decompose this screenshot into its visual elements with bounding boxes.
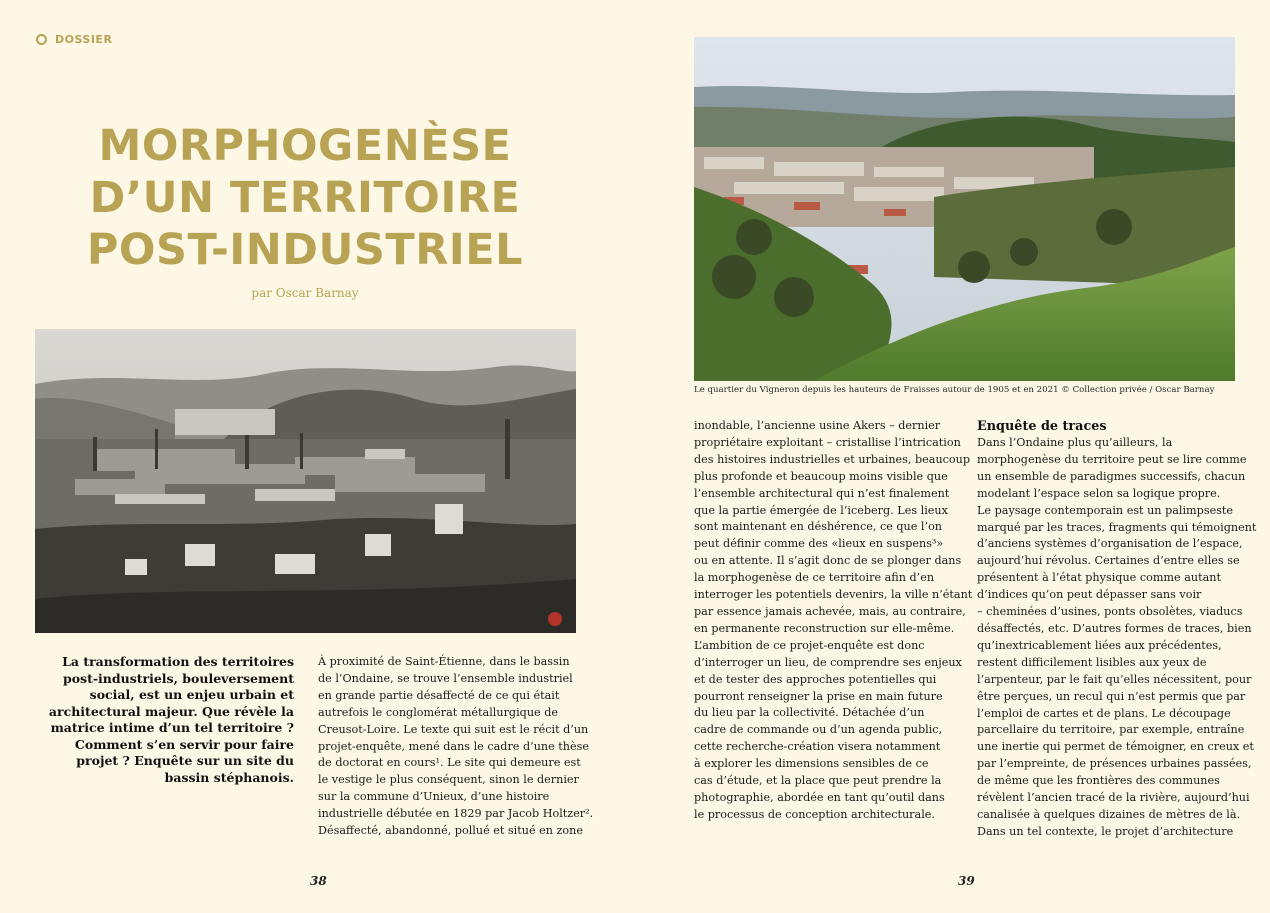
text-line: Dans un tel contexte, le projet d’architecture	[977, 824, 1234, 838]
historic-photo	[35, 329, 576, 633]
text-line: interroger les potentiels devenirs, la ville n’étant	[694, 588, 973, 602]
text-line: cette recherche-création visera notamment	[694, 740, 941, 754]
text-line: cadre de commande ou d’un agenda public,	[694, 723, 943, 737]
text-line: d’interroger un lieu, de comprendre ses enjeux	[694, 655, 962, 669]
text-line: Désaffecté, abandonné, pollué et situé en zone	[318, 824, 583, 838]
text-line: peut définir comme des «lieux en suspens³»	[694, 537, 944, 551]
text-line: révèlent l’ancien tracé de la rivière, aujourd’hui	[977, 791, 1250, 805]
column-1	[318, 654, 593, 840]
text-line: propriétaire exploitant – cristallise l’intrication	[694, 435, 961, 449]
text-line: l’ensemble architectural qui n’est finalement	[694, 486, 950, 500]
section-heading: Enquête de traces	[977, 419, 1107, 434]
text-line: le vestige le plus conséquent, sinon le dernier	[318, 773, 579, 787]
text-line: modelant l’espace selon sa logique propre.	[977, 486, 1221, 500]
text-line: inondable, l’ancienne usine Akers – dernier	[694, 419, 941, 432]
text-line: des histoires industrielles et urbaines, beaucoup	[694, 452, 971, 466]
title-line: MORPHOGENÈSE	[98, 121, 512, 171]
text-line: un ensemble de paradigmes successifs, chacun	[977, 469, 1246, 483]
text-line: projet-enquête, mené dans le cadre d’une thèse	[318, 739, 589, 753]
byline: par Oscar Barnay	[251, 286, 359, 300]
modern-photo-image	[694, 37, 1235, 381]
text-line: et de tester des approches potentielles qui	[694, 672, 937, 686]
text-line: l’emploi de cartes et de plans. Le découpage	[977, 706, 1231, 720]
text-line: du lieu par la collectivité. Détachée d’un	[694, 706, 925, 720]
text-line: sur la commune d’Unieux, d’une histoire	[318, 790, 550, 804]
text-line: d’anciens systèmes d’organisation de l’espace,	[977, 537, 1243, 551]
text-line: – cheminées d’usines, ponts obsolètes, viaducs	[977, 605, 1243, 619]
text-line: cas d’étude, et la place que peut prendre la	[694, 774, 942, 788]
title-line: D’UN TERRITOIRE	[89, 173, 521, 223]
text-line: le processus de conception architecturale.	[694, 807, 935, 821]
text-line: restent difficilement lisibles aux yeux de	[977, 655, 1207, 669]
lede: La transformation des territoires post-industriels, bouleversement social, est un enjeu urbain et architectural majeur. Que révèle la matrice intime d’un tel territoire ? Comment s’en servir pour faire projet ? Enquête sur un site du bassin stéphanois.	[48, 654, 294, 785]
text-line: industrielle débutée en 1829 par Jacob Holtzer².	[318, 807, 594, 821]
text-line: aujourd’hui révolus. Certaines d’entre elles se	[977, 554, 1240, 568]
section-label: DOSSIER	[55, 33, 113, 46]
text-line: une inertie qui permet de témoigner, en creux et	[977, 740, 1254, 754]
column-2	[694, 418, 972, 824]
text-line: L’ambition de ce projet-enquête est donc	[694, 638, 925, 652]
text-line: parcellaire du territoire, par exemple, entraîne	[977, 723, 1245, 737]
section-tag	[36, 33, 112, 46]
text-line: morphogenèse du territoire peut se lire comme	[977, 452, 1247, 466]
historic-photo-image	[35, 329, 576, 633]
title-line: POST-INDUSTRIEL	[86, 225, 524, 275]
text-line: l’arpenteur, par le fait qu’elles nécessitent, pour	[977, 672, 1252, 686]
page-number-left: 38	[310, 874, 327, 888]
modern-photo	[694, 37, 1235, 381]
text-line: autrefois le conglomérat métallurgique de	[318, 705, 558, 719]
text-line: en grande partie désaffecté de ce qui était	[318, 688, 560, 702]
circle-bullet-icon	[36, 34, 47, 45]
text-line: marqué par les traces, fragments qui témoignent	[977, 520, 1257, 534]
text-line: pourront renseigner la prise en main future	[694, 689, 943, 703]
text-line: Le paysage contemporain est un palimpseste	[977, 503, 1234, 517]
article-title	[40, 120, 570, 276]
text-line: qu’inextricablement liées aux précédentes,	[977, 638, 1222, 652]
text-line: photographie, abordée en tant qu’outil dans	[694, 790, 945, 804]
text-line: par l’empreinte, de présences urbaines passées,	[977, 757, 1252, 771]
text-line: ou en attente. Il s’agit donc de se plonger dans	[694, 554, 962, 568]
photo-caption: Le quartier du Vigneron depuis les hauteurs de Fraisses autour de 1905 et en 2021 © Collection privée / Oscar Barnay	[694, 385, 1215, 395]
text-line: la morphogenèse de ce territoire afin d’en	[694, 571, 935, 585]
text-line: être perçues, un recul qui n’est permis que par	[977, 689, 1246, 703]
page-number-right: 39	[958, 874, 975, 888]
text-line: à explorer les dimensions sensibles de ce	[694, 757, 929, 771]
column-3	[977, 418, 1256, 841]
text-line: de doctorat en cours¹. Le site qui demeure est	[318, 756, 581, 770]
text-line: plus profonde et beaucoup moins visible que	[694, 469, 948, 483]
text-line: Creusot-Loire. Le texte qui suit est le récit d’un	[318, 722, 589, 736]
text-line: en permanente reconstruction sur elle-même.	[694, 621, 955, 635]
text-line: d’indices qu’on peut dépasser sans voir	[977, 588, 1202, 602]
text-line: Dans l’Ondaine plus qu’ailleurs, la	[977, 436, 1173, 449]
text-line: de l’Ondaine, se trouve l’ensemble industriel	[318, 671, 573, 685]
text-line: que la partie émergée de l’iceberg. Les lieux	[694, 503, 948, 517]
text-line: sont maintenant en déshérence, ce que l’on	[694, 520, 943, 534]
text-line: de même que les frontières des communes	[977, 774, 1220, 788]
text-line: par essence jamais achevée, mais, au contraire,	[694, 604, 966, 618]
text-line: désaffectés, etc. D’autres formes de traces, bien	[977, 621, 1252, 635]
text-line: À proximité de Saint-Étienne, dans le bassin	[318, 655, 570, 668]
text-line: canalisée à quelques dizaines de mètres de là.	[977, 807, 1241, 821]
text-line: présentent à l’état physique comme autant	[977, 571, 1221, 585]
